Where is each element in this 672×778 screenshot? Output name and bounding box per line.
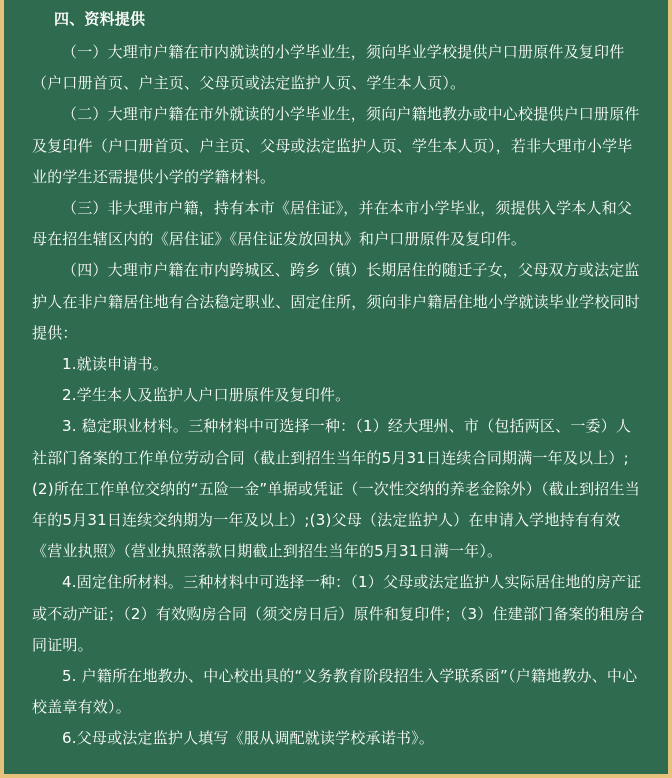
list-item-6: 6.父母或法定监护人填写《服从调配就读学校承诺书》。 xyxy=(62,729,435,748)
paragraph-2: （二）大理市户籍在市外就读的小学毕业生，须向户籍地教办或中心校提供户口册原件及复印件（户口册首页、户主页、父母或法定监护人页、学生本人页），若非大理市小学毕业的学生还需提供小学的学籍材料。 xyxy=(32,105,640,186)
list-item-3: 3. 稳定职业材料。三种材料中可选择一种：（1）经大理州、市（包括两区、一委）人社部门备案的工作单位劳动合同（截止到招生当年的5月31日连续合同期满一年及以上）;(2)所在工作单位交纳的“五险一金”单据或凭证（一次性交纳的养老金除外）（截止到招生当年的5月31日连续交纳期为一年及以上）;(3)父母（法定监护人）在申请入学地持有有效《营业执照》（营业执照落款日期截止到招生当年的5月31日满一年）。 xyxy=(32,417,640,561)
paragraph-3: （三）非大理市户籍，持有本市《居住证》，并在本市小学毕业，须提供入学本人和父母在招生辖区内的《居住证》《居住证发放回执》和户口册原件及复印件。 xyxy=(32,199,633,249)
paragraph-4: （四）大理市户籍在市内跨城区、跨乡（镇）长期居住的随迁子女，父母双方或法定监护人在非户籍居住地有合法稳定职业、固定住所，须向非户籍居住地小学就读毕业学校同时提供： xyxy=(32,261,641,342)
list-item-5: 5. 户籍所在地教办、中心校出具的“义务教育阶段招生入学联系函”（户籍地教办、中心校盖章有效）。 xyxy=(32,667,638,717)
paragraph-1: （一）大理市户籍在市内就读的小学毕业生，须向毕业学校提供户口册原件及复印件（户口册首页、户主页、父母页或法定监护人页、学生本人页）。 xyxy=(32,43,625,93)
document-content xyxy=(4,0,668,755)
list-item-1: 1.就读申请书。 xyxy=(62,355,168,374)
list-item-2: 2.学生本人及监护人户口册原件及复印件。 xyxy=(62,386,351,405)
section-heading: 四、资料提供 xyxy=(54,10,146,28)
list-item-4: 4.固定住所材料。三种材料中可选择一种：（1）父母或法定监护人实际居住地的房产证或不动产证；（2）有效购房合同（须交房日后）原件和复印件；（3）住建部门备案的租房合同证明。 xyxy=(32,573,645,654)
